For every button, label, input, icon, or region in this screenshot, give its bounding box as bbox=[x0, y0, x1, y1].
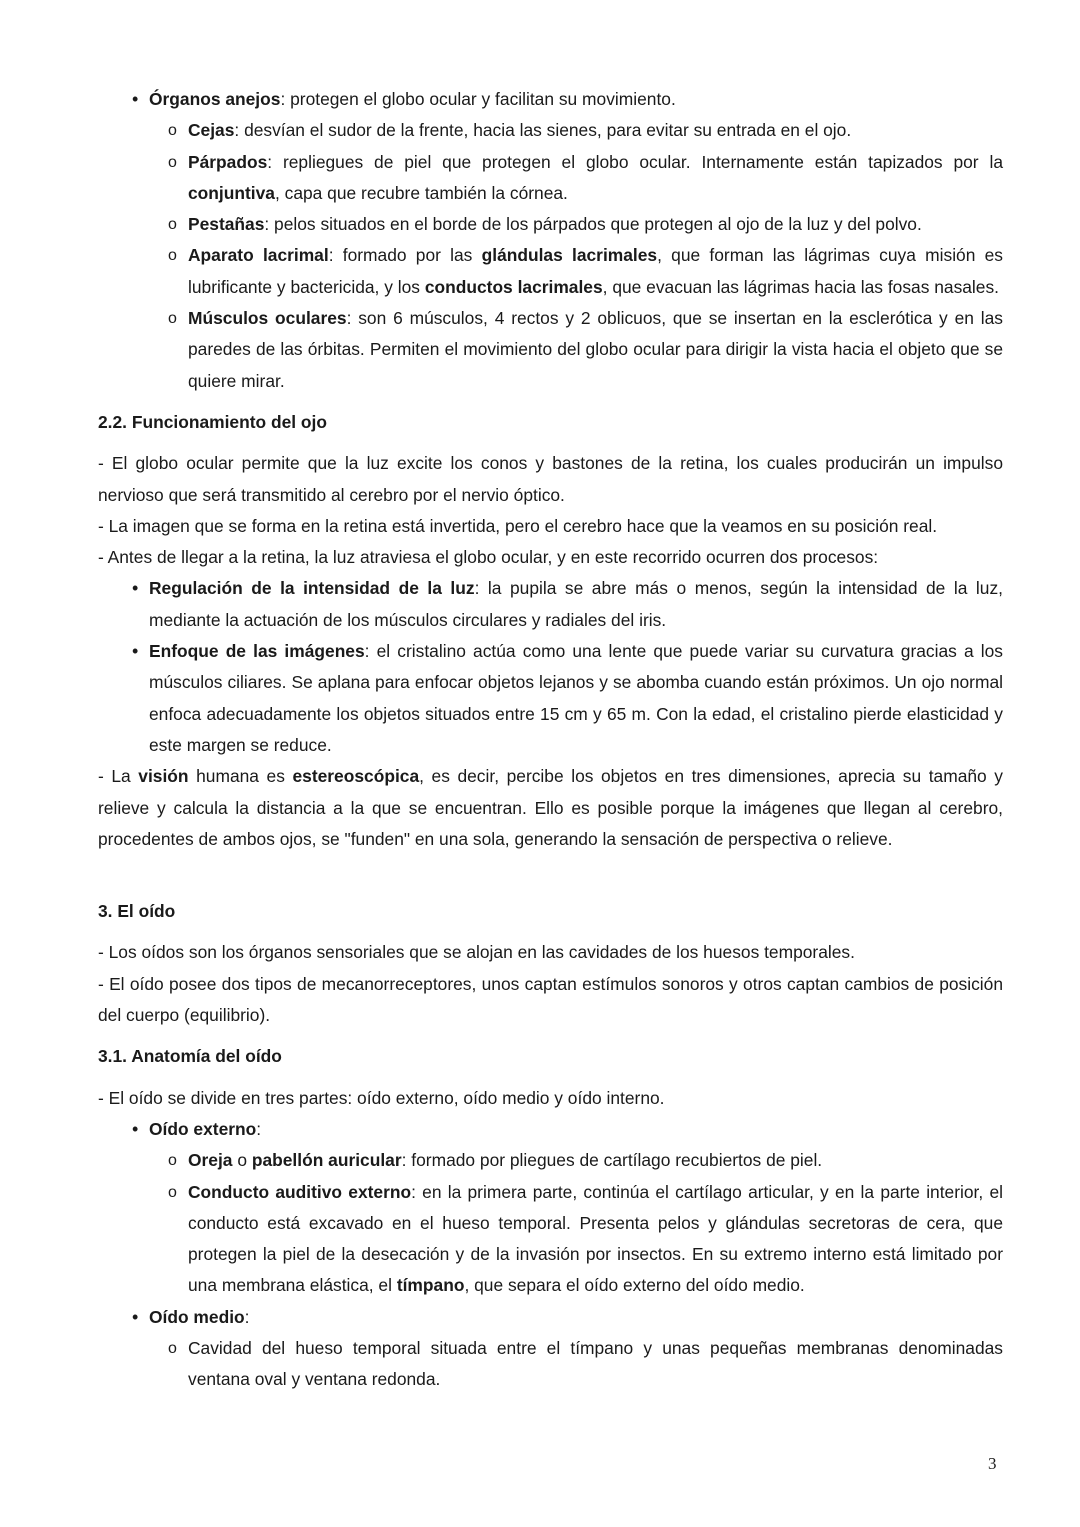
paragraph: - La imagen que se forma en la retina está invertida, pero el cerebro hace que la veamos en su posición real. bbox=[98, 515, 938, 536]
subitem-aparato-lacrimal: o Aparato lacrimal: formado por las glándulas lacrimales, que forman las lágrimas cuya misión es lubrificante y bactericida, y los conductos lacrimales, que evacuan las lágrimas hacia las fosas nasales. bbox=[98, 240, 1003, 303]
paragraph: - El globo ocular permite que la luz excite los conos y bastones de la retina, los cuales producirán un impulso nervioso que será transmitido al cerebro por el nervio óptico. bbox=[98, 453, 1003, 505]
paragraph: - El oído se divide en tres partes: oído externo, oído medio y oído interno. bbox=[98, 1087, 665, 1108]
subitem-cavidad: o Cavidad del hueso temporal situada entre el tímpano y unas pequeñas membranas denominadas ventana oval y ventana redonda. bbox=[98, 1333, 1003, 1396]
paragraph: - El oído posee dos tipos de mecanorreceptores, unos captan estímulos sonoros y otros captan cambios de posición del cuerpo (equilibrio). bbox=[98, 973, 1003, 1026]
paragraph: - Los oídos son los órganos sensoriales que se alojan en las cavidades de los huesos temporales. bbox=[98, 942, 855, 963]
bullet-regulacion-luz: • Regulación de la intensidad de la luz: la pupila se abre más o menos, según la intensidad de la luz, mediante la actuación de los músculos circulares y radiales del iris. bbox=[98, 573, 1003, 636]
subitem-musculos-oculares: o Músculos oculares: son 6 músculos, 4 rectos y 2 oblicuos, que se insertan en la esclerótica y en las paredes de las órbitas. Permiten el movimiento del globo ocular para dirigir la vista hacia el objeto que se quiere mirar. bbox=[98, 303, 1003, 397]
subitem-pestanas: o Pestañas: pelos situados en el borde de los párpados que protegen al ojo de la luz y del polvo. bbox=[98, 209, 1003, 240]
document-body bbox=[98, 84, 1003, 1396]
subitem-parpados: o Párpados: repliegues de piel que protegen el globo ocular. Internamente están tapizados por la conjuntiva, capa que recubre también la córnea. bbox=[98, 147, 1003, 210]
page-number: 3 bbox=[988, 1454, 997, 1473]
paragraph: - Antes de llegar a la retina, la luz atraviesa el globo ocular, y en este recorrido ocurren dos procesos: bbox=[98, 547, 879, 568]
subitem-cejas: o Cejas: desvían el sudor de la frente, hacia las sienes, para evitar su entrada en el ojo. bbox=[98, 115, 1003, 146]
bullet-oido-medio: • Oído medio: bbox=[98, 1302, 1003, 1333]
bullet-enfoque-imagenes: • Enfoque de las imágenes: el cristalino actúa como una lente que puede variar su curvatura gracias a los músculos ciliares. Se aplana para enfocar objetos lejanos y se abomba cuando están próximos. Un ojo normal enfoca adecuadamente los objetos situados entre 15 cm y 65 m. Con la edad, el cristalino pierde elasticidad y este margen se reduce. bbox=[98, 636, 1003, 761]
subitem-oreja: o Oreja o pabellón auricular: formado por pliegues de cartílago recubiertos de piel. bbox=[98, 1145, 1003, 1176]
heading-funcionamiento-ojo: 2.2. Funcionamiento del ojo bbox=[98, 411, 327, 432]
heading-el-oido: 3. El oído bbox=[98, 901, 176, 922]
heading-anatomia-oido: 3.1. Anatomía del oído bbox=[98, 1046, 282, 1067]
bullet-organos-anejos: • Órganos anejos: protegen el globo ocular y facilitan su movimiento. bbox=[98, 84, 1003, 115]
paragraph-vision-estereoscopica: - La visión humana es estereoscópica, es decir, percibe los objetos en tres dimensiones, aprecia su tamaño y relieve y calcula la distancia a la que se encuentran. Ello es posible porque la imágenes que llegan al cerebro, procedentes de ambos ojos, se "funden" en una sola, generando la sensación de perspectiva o relieve. bbox=[98, 766, 1003, 849]
subitem-conducto-auditivo: o Conducto auditivo externo: en la primera parte, continúa el cartílago articular, y en la parte interior, el conducto está excavado en el hueso temporal. Presenta pelos y glándulas secretoras de cera, que protegen la piel de la desecación y de la invasión por insectos. En su extremo interno está limitado por una membrana elástica, el tímpano, que separa el oído externo del oído medio. bbox=[98, 1177, 1003, 1302]
bullet-oido-externo: • Oído externo: bbox=[98, 1114, 1003, 1145]
